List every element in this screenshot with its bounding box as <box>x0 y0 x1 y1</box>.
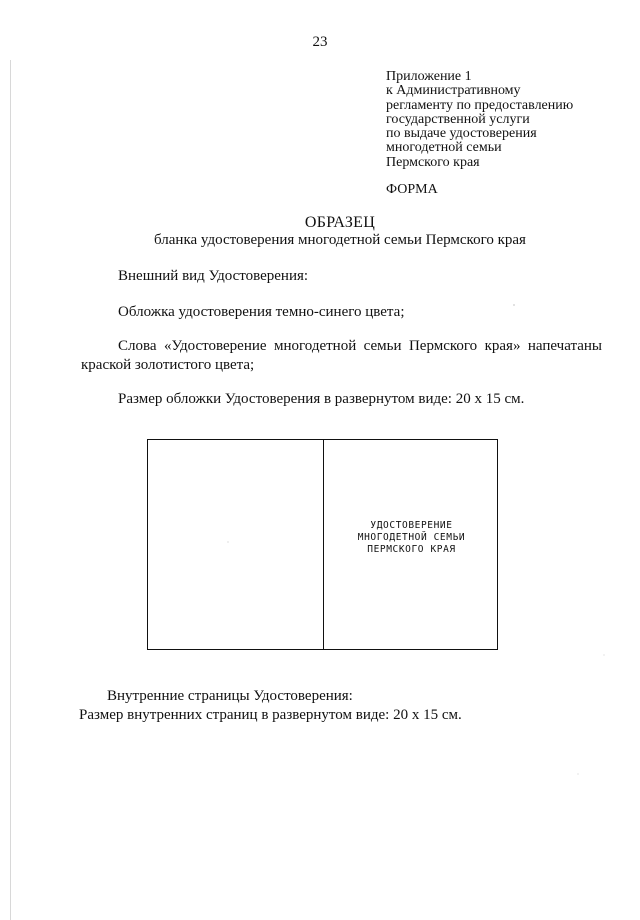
cover-text-line: УДОСТОВЕРЕНИЕ <box>370 520 453 531</box>
paragraph-inner-size: Размер внутренних страниц в развернутом виде: 20 х 15 см. <box>79 707 462 723</box>
page-number: 23 <box>312 34 328 50</box>
cover-sample-text <box>324 520 499 556</box>
paragraph-cover-size: Размер обложки Удостоверения в развернутом виде: 20 х 15 см. <box>118 391 525 407</box>
paragraph-cover-color: Обложка удостоверения темно-синего цвета; <box>118 304 405 320</box>
paragraph-words-gold: Слова «Удостоверение многодетной семьи Пермского края» напечатаны краской золотистого цвета; <box>81 338 602 373</box>
cover-sample <box>147 439 498 650</box>
cover-text-line: ПЕРМСКОГО КРАЯ <box>367 544 456 555</box>
appendix-line: к Административному <box>386 83 521 99</box>
appendix-line: Приложение 1 <box>386 69 472 84</box>
paragraph-appearance: Внешний вид Удостоверения: <box>118 268 309 284</box>
appendix-block <box>386 70 573 170</box>
appendix-line: многодетной семьи <box>386 140 502 156</box>
appendix-line: по выдаче удостоверения <box>386 126 537 142</box>
document-subtitle: бланка удостоверения многодетной семьи Пермского края <box>154 232 526 248</box>
document-title: ОБРАЗЕЦ <box>304 214 376 231</box>
appendix-line: государственной услуги <box>386 111 530 127</box>
paragraph-inner-pages: Внутренние страницы Удостоверения: <box>107 688 353 704</box>
cover-text-line: МНОГОДЕТНОЙ СЕМЬИ <box>357 532 466 543</box>
scan-edge-line <box>10 60 11 920</box>
appendix-line: регламенту по предоставлению <box>386 97 574 113</box>
forma-label: ФОРМА <box>386 182 438 197</box>
appendix-line: Пермского края <box>386 154 480 170</box>
